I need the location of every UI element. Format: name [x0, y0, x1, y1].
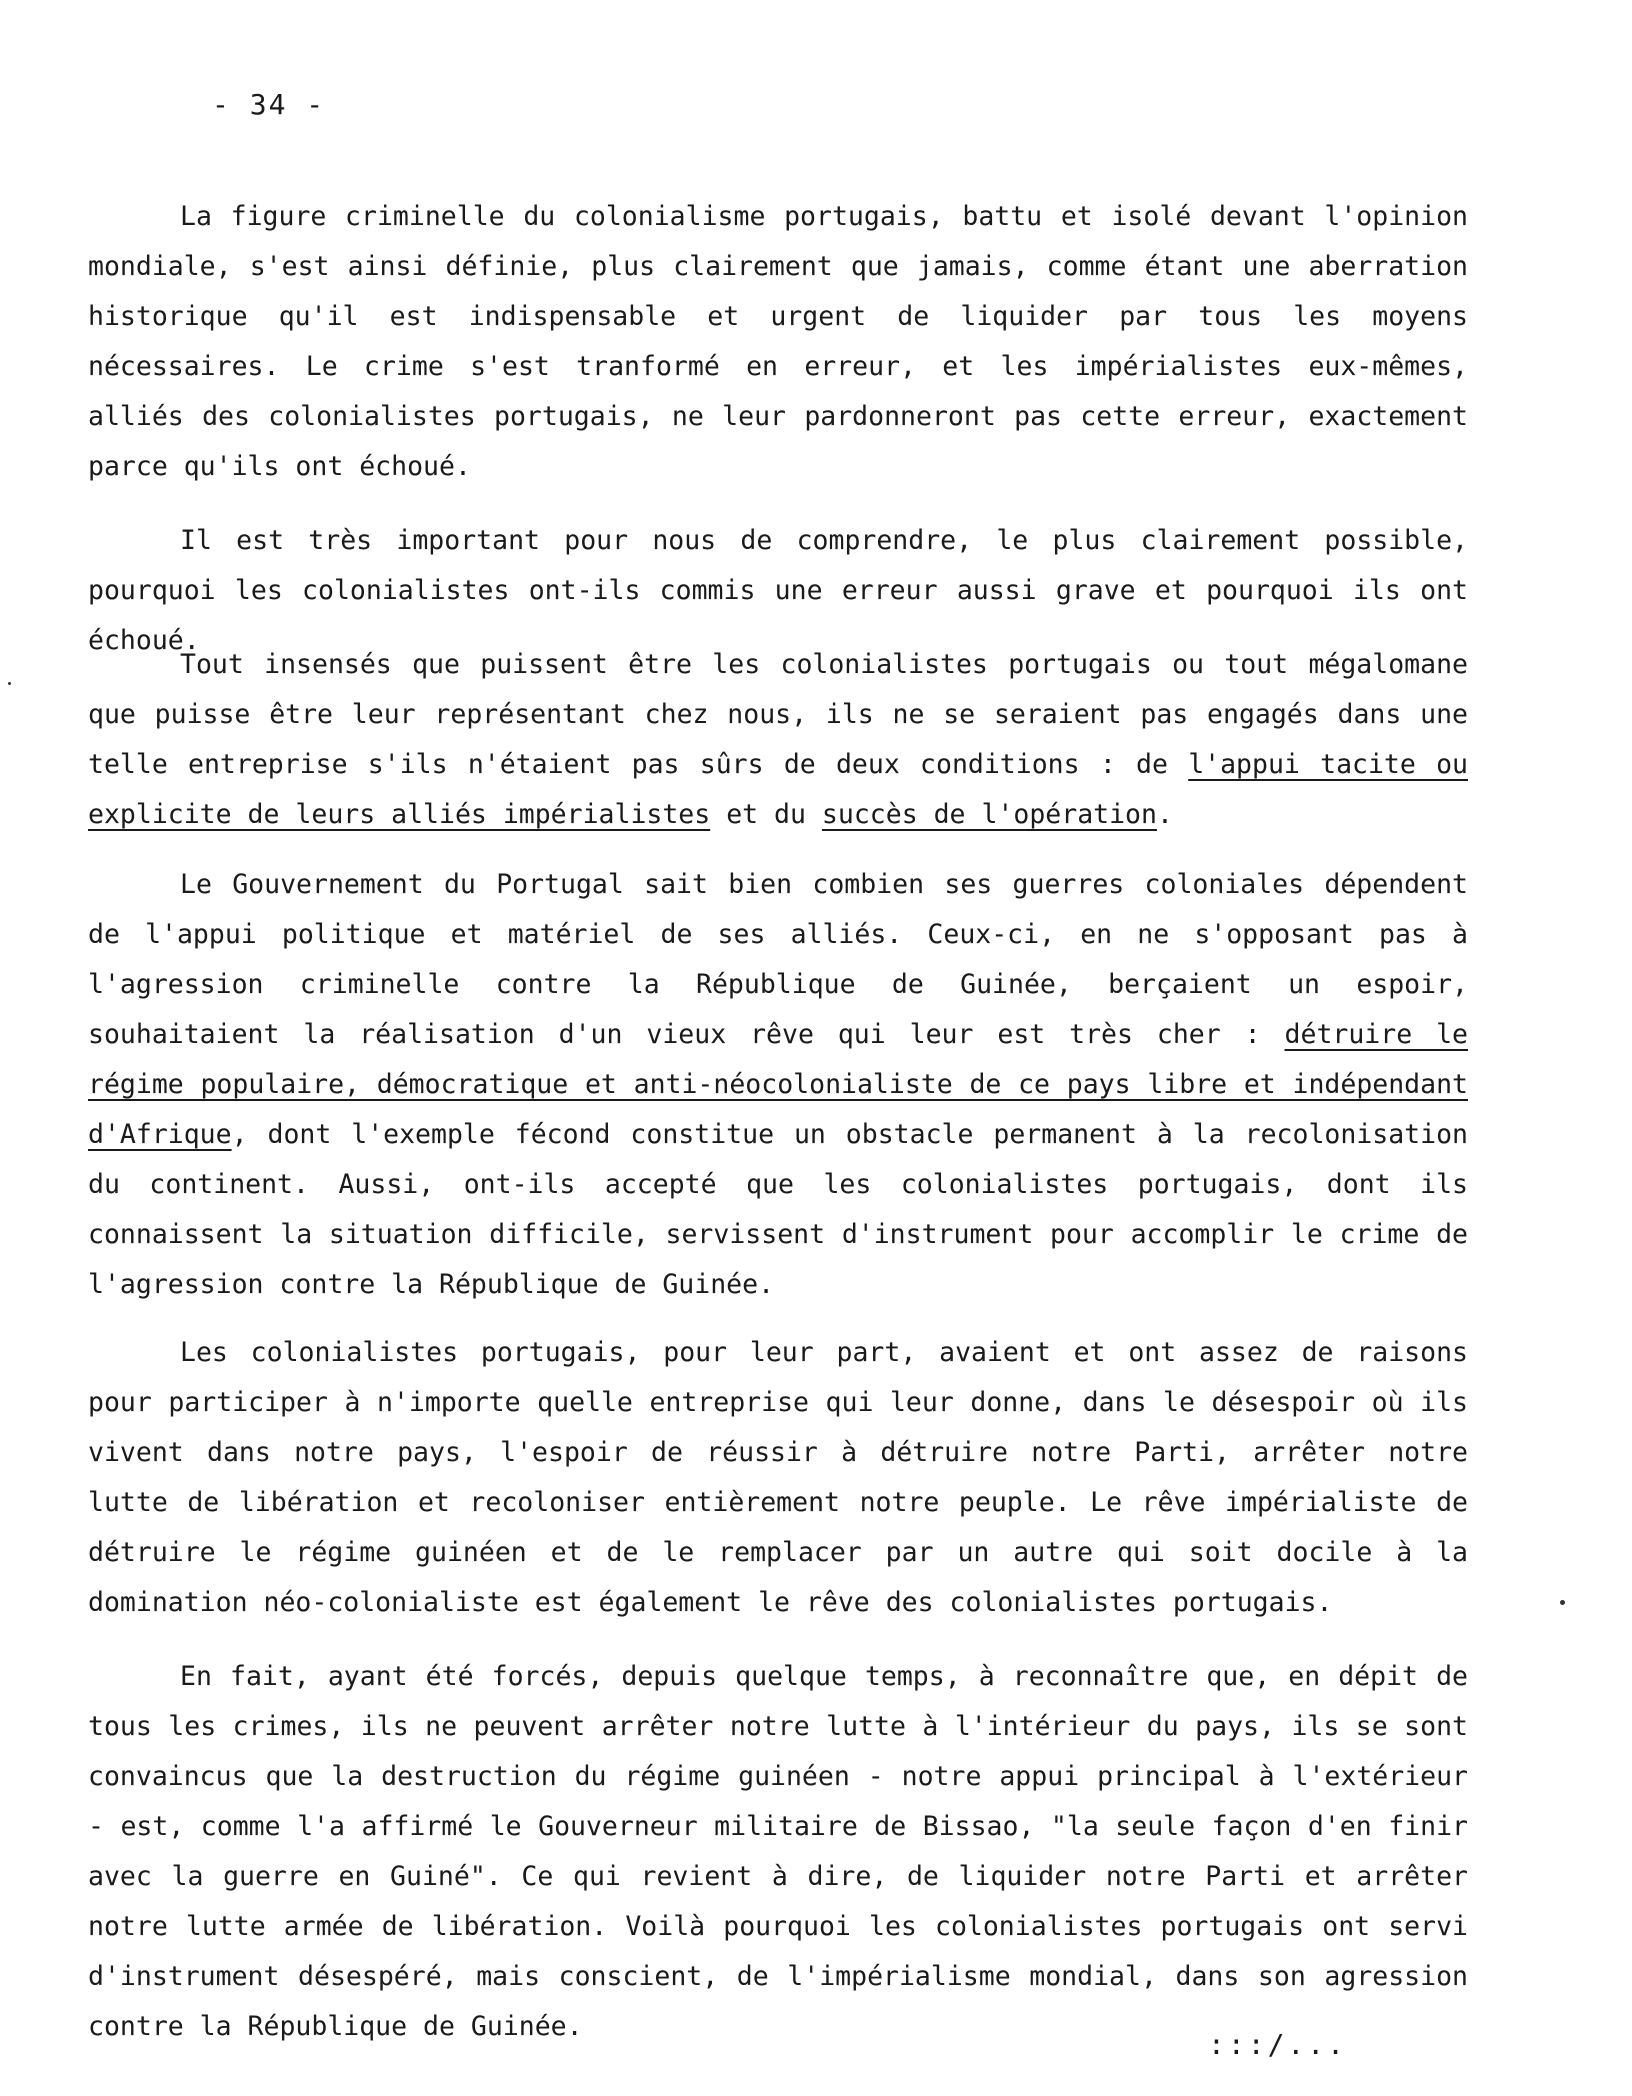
paragraph-3-text-e: .	[1156, 799, 1173, 830]
underlined-phrase-succes: succès de l'opération	[821, 799, 1157, 830]
scan-speck	[1560, 1600, 1565, 1605]
underlined-phrase-detruire: détruire le régime populaire, démocratique et anti-néocolonialiste de ce pays libre et indépendant d'Afrique	[88, 1019, 1469, 1150]
paragraph-5	[88, 1328, 1468, 1628]
paragraph-4-text-a: Le Gouvernement du Portugal sait bien combien ses guerres coloniales dépendent de l'appui politique et matériel de ses alliés. Ceux-ci, en ne s'opposant pas à l'agression criminelle contre la République de Guinée, berçaient un espoir, souhaitaient la réalisation d'un vieux rêve qui leur est très cher :	[88, 869, 1468, 1050]
paragraph-1	[88, 192, 1468, 492]
paragraph-6	[88, 1652, 1468, 2052]
paragraph-5-text: Les colonialistes portugais, pour leur part, avaient et ont assez de raisons pour participer à n'importe quelle entreprise qui leur donne, dans le désespoir où ils vivent dans notre pays, l'espoir de réussir à détruire notre Parti, arrêter notre lutte de libération et recoloniser entièrement notre peuple. Le rêve impérialiste de détruire le régime guinéen et de le remplacer par un autre qui soit docile à la domination néo-colonialiste est également le rêve des colonialistes portugais.	[88, 1337, 1468, 1618]
page-number: - 34 -	[212, 88, 326, 121]
underlined-phrase-appui: l'appui tacite ou explicite de leurs alliés impérialistes	[88, 749, 1468, 830]
paragraph-4	[88, 860, 1468, 1310]
paragraph-3-text-a: Tout insensés que puissent être les colonialistes portugais ou tout mégalomane que puisse être leur représentant chez nous, ils ne se seraient pas engagés dans une telle entreprise s'ils n'étaient pas sûrs de deux conditions : de	[88, 649, 1468, 780]
paragraph-6-text: En fait, ayant été forcés, depuis quelque temps, à reconnaître que, en dépit de tous les crimes, ils ne peuvent arrêter notre lutte à l'intérieur du pays, ils se sont convaincus que la destruction du régime guinéen - notre appui principal à l'extérieur - est, comme l'a affirmé le Gouverneur militaire de Bissao, "la seule façon d'en finir avec la guerre en Guiné". Ce qui revient à dire, de liquider notre Parti et arrêter notre lutte armée de libération. Voilà pourquoi les colonialistes portugais ont servi d'instrument désespéré, mais conscient, de l'impérialisme mondial, dans son agression contre la République de Guinée.	[88, 1661, 1468, 2042]
scan-speck	[8, 682, 11, 685]
paragraph-3-text-c: et du	[710, 799, 822, 830]
paragraph-3	[88, 640, 1468, 840]
paragraph-1-text: La figure criminelle du colonialisme portugais, battu et isolé devant l'opinion mondiale, s'est ainsi définie, plus clairement que jamais, comme étant une aberration historique qu'il est indispensable et urgent de liquider par tous les moyens nécessaires. Le crime s'est tranformé en erreur, et les impérialistes eux-mêmes, alliés des colonialistes portugais, ne leur pardonneront pas cette erreur, exactement parce qu'ils ont échoué.	[88, 201, 1468, 482]
paragraph-2-text: Il est très important pour nous de comprendre, le plus clairement possible, pourquoi les colonialistes ont-ils commis une erreur aussi grave et pourquoi ils ont échoué.	[88, 525, 1468, 656]
paragraph-4-text-c: , dont l'exemple fécond constitue un obstacle permanent à la recolonisation du continent. Aussi, ont-ils accepté que les colonialistes portugais, dont ils connaissent la situation difficile, servissent d'instrument pour accomplir le crime de l'agression contre la République de Guinée.	[88, 1119, 1468, 1300]
continued-marker: :::/...	[1208, 2028, 1348, 2061]
